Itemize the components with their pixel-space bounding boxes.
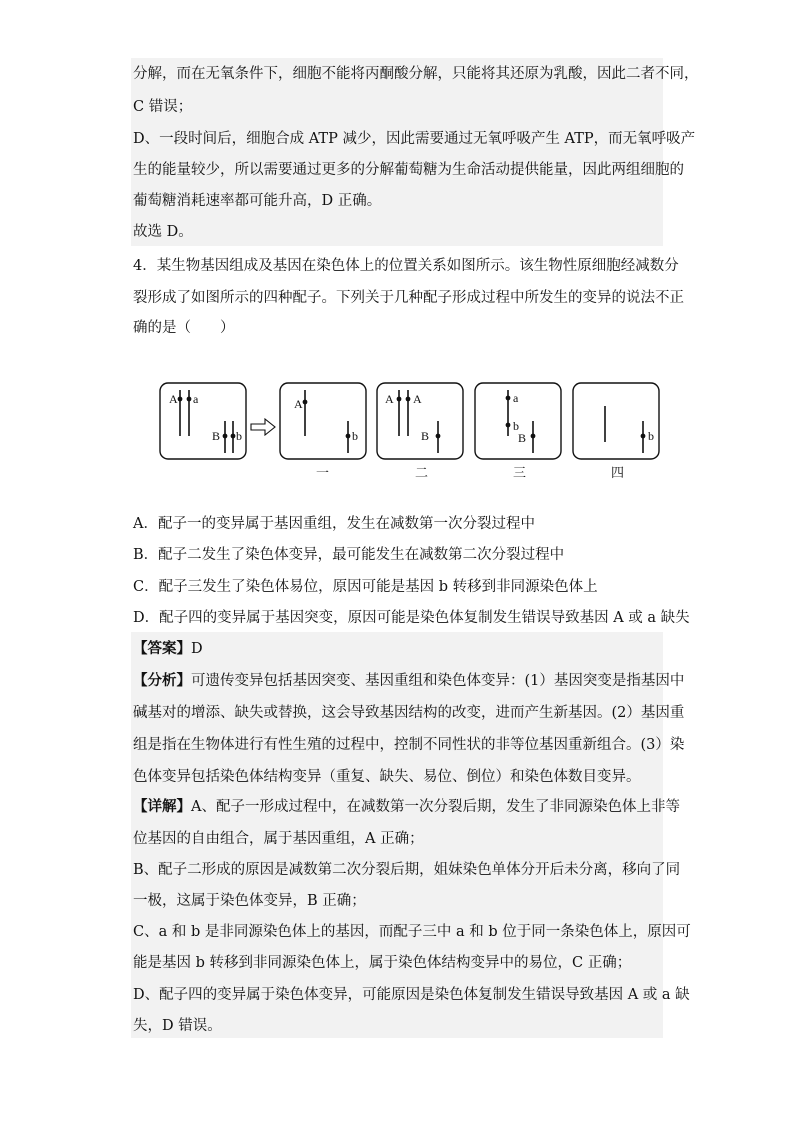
caption-3: 三 [513, 466, 527, 481]
detail-line: 一极，这属于染色体变异，B 正确； [133, 893, 366, 909]
detail-line: B、配子二形成的原因是减数第二次分裂后期，姐妹染色单体分开后未分离，移向了同 [133, 862, 681, 878]
analysis-line: 碱基对的增添、缺失或替换，这会导致基因结构的改变，进而产生新基因。(2）基因重 [133, 705, 685, 721]
analysis-text: 可遗传变异包括基因突变、基因重组和染色体变异：(1）基因突变是指基因中 [191, 673, 685, 689]
original-cell [160, 383, 246, 459]
option-B: B．配子二发生了染色体变异，最可能发生在减数第二次分裂过程中 [133, 547, 565, 563]
detail-line: 位基因的自由组合，属于基因重组，A 正确； [133, 831, 424, 847]
gamete-4 [573, 383, 659, 459]
gene-label-A: A [169, 392, 178, 406]
gene-label-a: a [513, 391, 519, 405]
option-D: D．配子四的变异属于基因突变，原因可能是染色体复制发生错误导致基因 A 或 a 缺失 [133, 610, 690, 626]
answer-label: 【答案】 [133, 640, 191, 657]
arrow [251, 419, 275, 435]
caption-1: 一 [316, 466, 330, 481]
caption-2: 二 [415, 466, 429, 481]
prev-answer-shade [131, 58, 663, 246]
detail-label: 【详解】 [133, 798, 191, 815]
text-line: 故选 D。 [133, 224, 193, 240]
gene-label-b: b [352, 429, 358, 443]
gene-label-b: b [648, 429, 654, 443]
gene-label-b: b [513, 419, 519, 433]
detail-line: D、配子四的变异属于染色体变异，可能原因是染色体复制发生错误导致基因 A 或 a 缺 [133, 987, 690, 1003]
detail-line [133, 797, 680, 817]
question-line: 4．某生物基因组成及基因在染色体上的位置关系如图所示。该生物性原细胞经减数分 [133, 258, 679, 274]
analysis-line [133, 671, 684, 691]
question-line: 确的是（ ） [133, 320, 235, 336]
text-line: 生的能量较少，所以需要通过更多的分解葡萄糖为生命活动提供能量，因此两组细胞的 [133, 162, 684, 178]
chromosome-figure [155, 378, 665, 484]
text-line: D、一段时间后，细胞合成 ATP 减少，因此需要通过无氧呼吸产生 ATP，而无氧呼吸产 [133, 131, 696, 147]
option-C: C．配子三发生了染色体易位，原因可能是基因 b 转移到非同源染色体上 [133, 579, 598, 595]
detail-line: 能是基因 b 转移到非同源染色体上，属于染色体结构变异中的易位，C 正确； [133, 955, 632, 971]
analysis-line: 组是指在生物体进行有性生殖的过程中，控制不同性状的非等位基因重新组合。(3）染 [133, 737, 685, 753]
gamete-1 [280, 383, 366, 459]
caption-4: 四 [611, 466, 625, 481]
gene-label-b: b [236, 429, 242, 443]
answer-line [133, 639, 203, 659]
gene-label-B: B [421, 429, 430, 443]
gene-label-B: B [518, 431, 527, 445]
gamete-3 [475, 383, 561, 459]
option-A: A．配子一的变异属于基因重组，发生在减数第一次分裂过程中 [133, 516, 535, 532]
text-line: C 错误； [133, 99, 193, 115]
text-line: 分解，而在无氧条件下，细胞不能将丙酮酸分解，只能将其还原为乳酸，因此二者不同， [133, 66, 699, 82]
gene-label-a: a [193, 392, 199, 406]
answer-value: D [191, 641, 203, 657]
gene-label-B: B [212, 429, 221, 443]
analysis-line: 色体变异包括染色体结构变异（重复、缺失、易位、倒位）和染色体数目变异。 [133, 769, 641, 785]
gene-label-A: A [385, 392, 394, 406]
analysis-label: 【分析】 [133, 672, 191, 689]
detail-line: C、a 和 b 是非同源染色体上的基因，而配子三中 a 和 b 位于同一条染色体上，原因可 [133, 924, 691, 940]
gene-label-A: A [413, 392, 422, 406]
gene-label-A: A [294, 397, 303, 411]
gamete-2 [377, 383, 463, 459]
detail-text: A、配子一形成过程中，在减数第一次分裂后期，发生了非同源染色体上非等 [191, 799, 680, 815]
detail-line: 失，D 错误。 [133, 1018, 222, 1034]
text-line: 葡萄糖消耗速率都可能升高，D 正确。 [133, 193, 382, 209]
question-line: 裂形成了如图所示的四种配子。下列关于几种配子形成过程中所发生的变异的说法不正 [133, 290, 684, 306]
